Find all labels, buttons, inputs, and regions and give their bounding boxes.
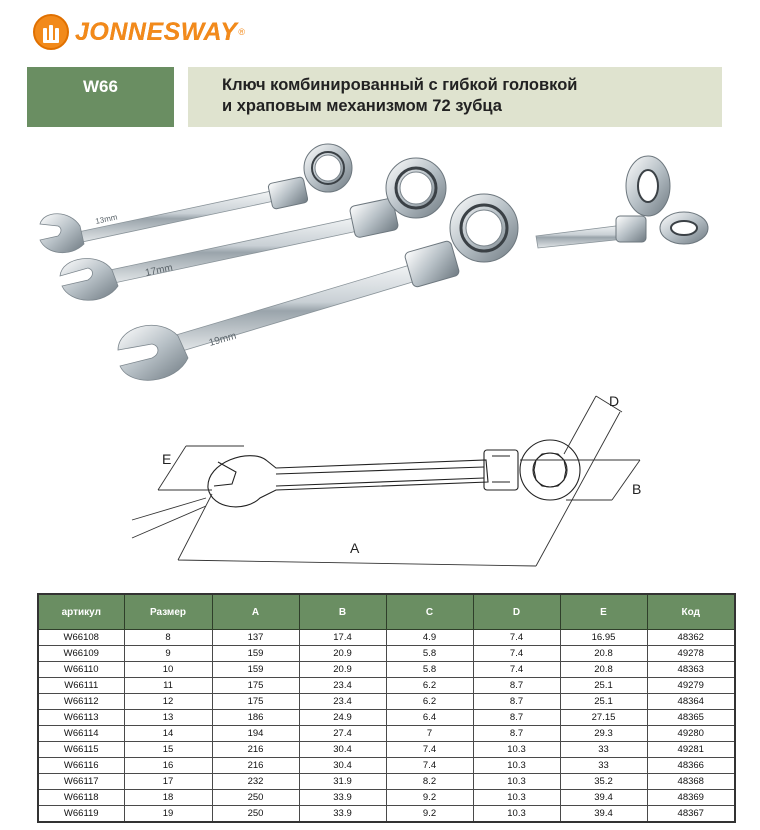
table-cell: 175 — [212, 678, 299, 694]
table-cell: 6.2 — [386, 678, 473, 694]
table-cell: 9 — [124, 646, 212, 662]
table-cell: W66110 — [38, 662, 124, 678]
table-cell: 29.3 — [560, 726, 647, 742]
brand-registered-mark: ® — [238, 27, 246, 37]
table-cell: 216 — [212, 758, 299, 774]
product-code: W66 — [27, 67, 174, 127]
table-row — [38, 678, 735, 694]
table-cell: 250 — [212, 806, 299, 823]
table-cell: 48366 — [647, 758, 735, 774]
column-header: артикул — [38, 594, 124, 630]
table-cell: 159 — [212, 646, 299, 662]
column-header: C — [386, 594, 473, 630]
column-header: D — [473, 594, 560, 630]
wrench-17mm-label: 17mm — [144, 262, 174, 279]
product-title-line-1: Ключ комбинированный с гибкой головкой — [222, 76, 578, 94]
table-cell: 25.1 — [560, 678, 647, 694]
table-cell: 33.9 — [299, 806, 386, 823]
column-header: Код — [647, 594, 735, 630]
table-row — [38, 790, 735, 806]
table-cell: 48364 — [647, 694, 735, 710]
table-cell: 6.4 — [386, 710, 473, 726]
table-cell: W66112 — [38, 694, 124, 710]
table-cell: 20.8 — [560, 646, 647, 662]
flex-head-detail — [536, 156, 708, 248]
table-cell: 10.3 — [473, 790, 560, 806]
table-cell: W66119 — [38, 806, 124, 823]
table-cell: 49279 — [647, 678, 735, 694]
table-cell: 20.9 — [299, 662, 386, 678]
table-cell: 17 — [124, 774, 212, 790]
table-cell: 10.3 — [473, 806, 560, 823]
table-cell: W66114 — [38, 726, 124, 742]
product-title-line-2: и храповым механизмом 72 зубца — [222, 97, 502, 115]
table-row — [38, 774, 735, 790]
table-cell: 39.4 — [560, 790, 647, 806]
table-cell: 159 — [212, 662, 299, 678]
table-cell: 7 — [386, 726, 473, 742]
table-cell: 9.2 — [386, 806, 473, 823]
table-row — [38, 758, 735, 774]
table-cell: 48369 — [647, 790, 735, 806]
table-cell: 30.4 — [299, 758, 386, 774]
table-cell: W66108 — [38, 630, 124, 646]
table-row — [38, 806, 735, 823]
table-cell: 23.4 — [299, 694, 386, 710]
table-cell: 23.4 — [299, 678, 386, 694]
table-cell: 250 — [212, 790, 299, 806]
brand-name: JONNESWAY — [75, 17, 238, 46]
dim-label-e: E — [162, 451, 172, 467]
wrench-13mm-label: 13mm — [94, 212, 119, 226]
table-cell: 33 — [560, 758, 647, 774]
table-cell: 7.4 — [473, 646, 560, 662]
table-row — [38, 694, 735, 710]
table-row — [38, 630, 735, 646]
table-cell: 137 — [212, 630, 299, 646]
dimension-diagram — [0, 390, 760, 580]
table-cell: 20.8 — [560, 662, 647, 678]
table-cell: 5.8 — [386, 662, 473, 678]
table-cell: 10.3 — [473, 758, 560, 774]
table-cell: 19 — [124, 806, 212, 823]
table-cell: 194 — [212, 726, 299, 742]
table-cell: 27.4 — [299, 726, 386, 742]
table-cell: 12 — [124, 694, 212, 710]
table-cell: 8.7 — [473, 710, 560, 726]
table-cell: 7.4 — [473, 630, 560, 646]
table-cell: 10.3 — [473, 742, 560, 758]
table-cell: 39.4 — [560, 806, 647, 823]
column-header: E — [560, 594, 647, 630]
dim-label-d: D — [609, 393, 620, 409]
table-cell: 31.9 — [299, 774, 386, 790]
table-cell: 48363 — [647, 662, 735, 678]
table-cell: 33 — [560, 742, 647, 758]
table-cell: 4.9 — [386, 630, 473, 646]
table-cell: 49281 — [647, 742, 735, 758]
table-cell: 8.7 — [473, 726, 560, 742]
table-cell: W66117 — [38, 774, 124, 790]
table-cell: 18 — [124, 790, 212, 806]
brand-logo-icon — [33, 14, 69, 50]
table-cell: 10.3 — [473, 774, 560, 790]
wrench-19mm-label: 19mm — [207, 330, 238, 349]
spec-table — [37, 593, 736, 823]
table-row — [38, 646, 735, 662]
table-row — [38, 742, 735, 758]
table-cell: 24.9 — [299, 710, 386, 726]
table-cell: W66115 — [38, 742, 124, 758]
table-cell: 16 — [124, 758, 212, 774]
table-cell: 8.7 — [473, 694, 560, 710]
table-cell: 7.4 — [473, 662, 560, 678]
table-cell: 35.2 — [560, 774, 647, 790]
table-cell: 48362 — [647, 630, 735, 646]
table-cell: W66111 — [38, 678, 124, 694]
column-header: Размер — [124, 594, 212, 630]
table-cell: W66116 — [38, 758, 124, 774]
table-cell: 30.4 — [299, 742, 386, 758]
dim-label-a: A — [350, 540, 360, 556]
table-cell: 8 — [124, 630, 212, 646]
table-cell: 6.2 — [386, 694, 473, 710]
product-title — [188, 67, 722, 127]
product-photo — [0, 140, 760, 410]
brand-logo — [33, 12, 245, 52]
column-header: B — [299, 594, 386, 630]
table-cell: W66109 — [38, 646, 124, 662]
table-cell: 15 — [124, 742, 212, 758]
table-cell: 48367 — [647, 806, 735, 823]
table-cell: 5.8 — [386, 646, 473, 662]
table-cell: W66113 — [38, 710, 124, 726]
table-cell: 20.9 — [299, 646, 386, 662]
table-cell: 27.15 — [560, 710, 647, 726]
table-cell: 48368 — [647, 774, 735, 790]
table-cell: 17.4 — [299, 630, 386, 646]
table-cell: 175 — [212, 694, 299, 710]
table-cell: 186 — [212, 710, 299, 726]
table-cell: 8.7 — [473, 678, 560, 694]
table-cell: 11 — [124, 678, 212, 694]
table-cell: 7.4 — [386, 742, 473, 758]
table-body — [38, 630, 735, 823]
table-cell: 232 — [212, 774, 299, 790]
table-cell: 10 — [124, 662, 212, 678]
table-cell: 33.9 — [299, 790, 386, 806]
table-header-row — [38, 594, 735, 630]
table-cell: 49280 — [647, 726, 735, 742]
table-row — [38, 726, 735, 742]
dim-label-b: B — [632, 481, 642, 497]
table-cell: 49278 — [647, 646, 735, 662]
table-cell: 48365 — [647, 710, 735, 726]
table-cell: 25.1 — [560, 694, 647, 710]
table-cell: 216 — [212, 742, 299, 758]
table-cell: 9.2 — [386, 790, 473, 806]
table-cell: 14 — [124, 726, 212, 742]
column-header: A — [212, 594, 299, 630]
wrench-19mm — [118, 194, 518, 380]
table-row — [38, 662, 735, 678]
table-cell: W66118 — [38, 790, 124, 806]
table-cell: 16.95 — [560, 630, 647, 646]
table-row — [38, 710, 735, 726]
table-cell: 7.4 — [386, 758, 473, 774]
table-cell: 13 — [124, 710, 212, 726]
table-cell: 8.2 — [386, 774, 473, 790]
